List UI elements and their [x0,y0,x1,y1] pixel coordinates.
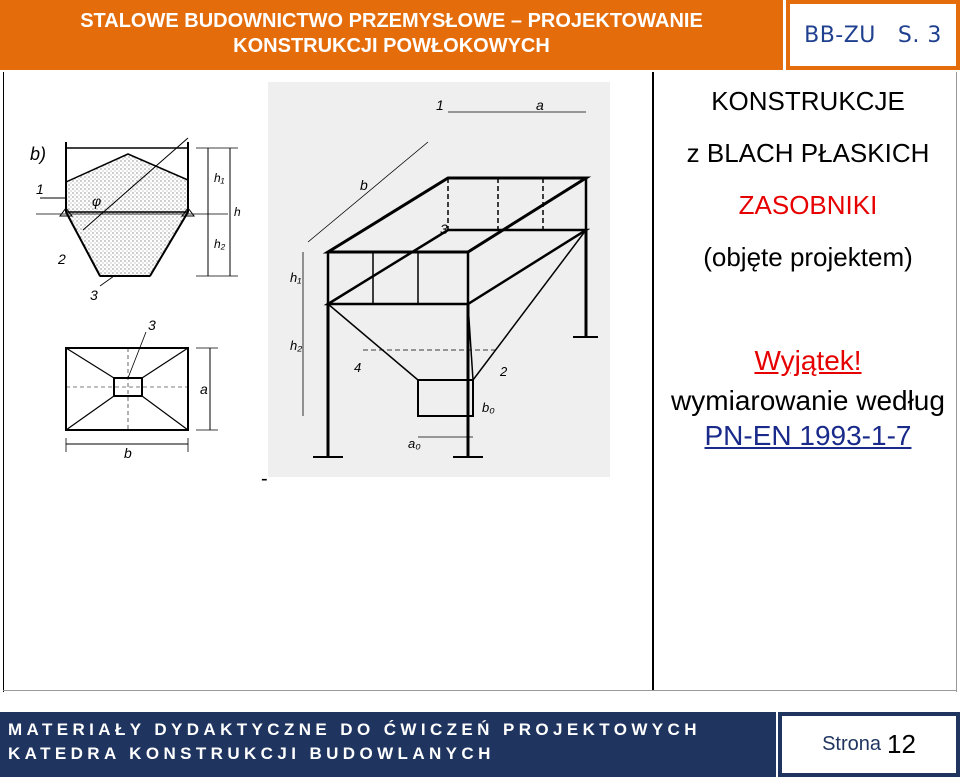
label-1: 1 [36,181,44,197]
main-label-2: 2 [500,364,508,379]
main-label-a: a [536,97,544,113]
hopper-section-diagram [28,120,258,460]
header-badge-frame [786,0,960,70]
page-indicator [782,716,956,773]
label-b: b) [30,144,47,164]
label-h2: h₂ [214,237,226,251]
footer-page-frame [778,712,960,777]
frame-right [956,72,957,692]
header-title-line1: STALOWE BUDOWNICTWO PRZEMYSŁOWE – PROJEKTOWANIE [80,10,703,32]
label-a: a [200,381,208,397]
label-3b: 3 [148,317,156,333]
content-line2: z BLACH PŁASKICH [686,138,930,168]
badge-slide: S. 3 [897,22,942,48]
content-line7: PN-EN 1993-1-7 [704,420,912,451]
label-h1: h₁ [214,171,225,185]
content-line1: KONSTRUKCJE [711,86,905,116]
column-divider [652,72,654,690]
frame-left [3,72,4,692]
header-title-line2: KONSTRUKCJI POWŁOKOWYCH [233,35,550,57]
label-h: h [234,205,241,219]
main-label-h1: h₁ [290,270,302,285]
main-label-b0: b₀ [482,400,495,415]
content-line3: ZASOBNIKI [738,190,878,220]
frame-bottom [3,690,957,691]
dash-mark: - [261,468,268,490]
badge-code: BB-ZU [804,22,876,48]
footer-line2: KATEDRA KONSTRUKCJI BUDOWLANYCH [8,744,495,763]
label-2: 2 [58,251,66,267]
footer-line1: MATERIAŁY DYDAKTYCZNE DO ĆWICZEŃ PROJEKTOWYCH [8,720,701,739]
header-title [0,0,783,70]
content-line4: (objęte projektem) [703,242,913,272]
content-line6: wymiarowanie według [671,385,945,416]
slide-badge [790,4,956,66]
main-label-b: b [360,177,368,193]
label-b-dim: b [124,445,132,460]
main-label-h2: h₂ [290,338,303,353]
label-3a: 3 [90,287,98,303]
main-label-3: 3 [440,221,448,237]
page-number: 12 [887,729,916,759]
label-phi: φ [92,193,102,209]
main-label-4: 4 [354,360,362,375]
page-label: Strona [822,733,881,755]
main-label-1: 1 [436,97,444,113]
content-line5: Wyjątek! [754,345,862,376]
hopper-structure-diagram [268,82,610,477]
main-label-a0: a₀ [408,436,421,451]
footer-title [0,712,776,777]
